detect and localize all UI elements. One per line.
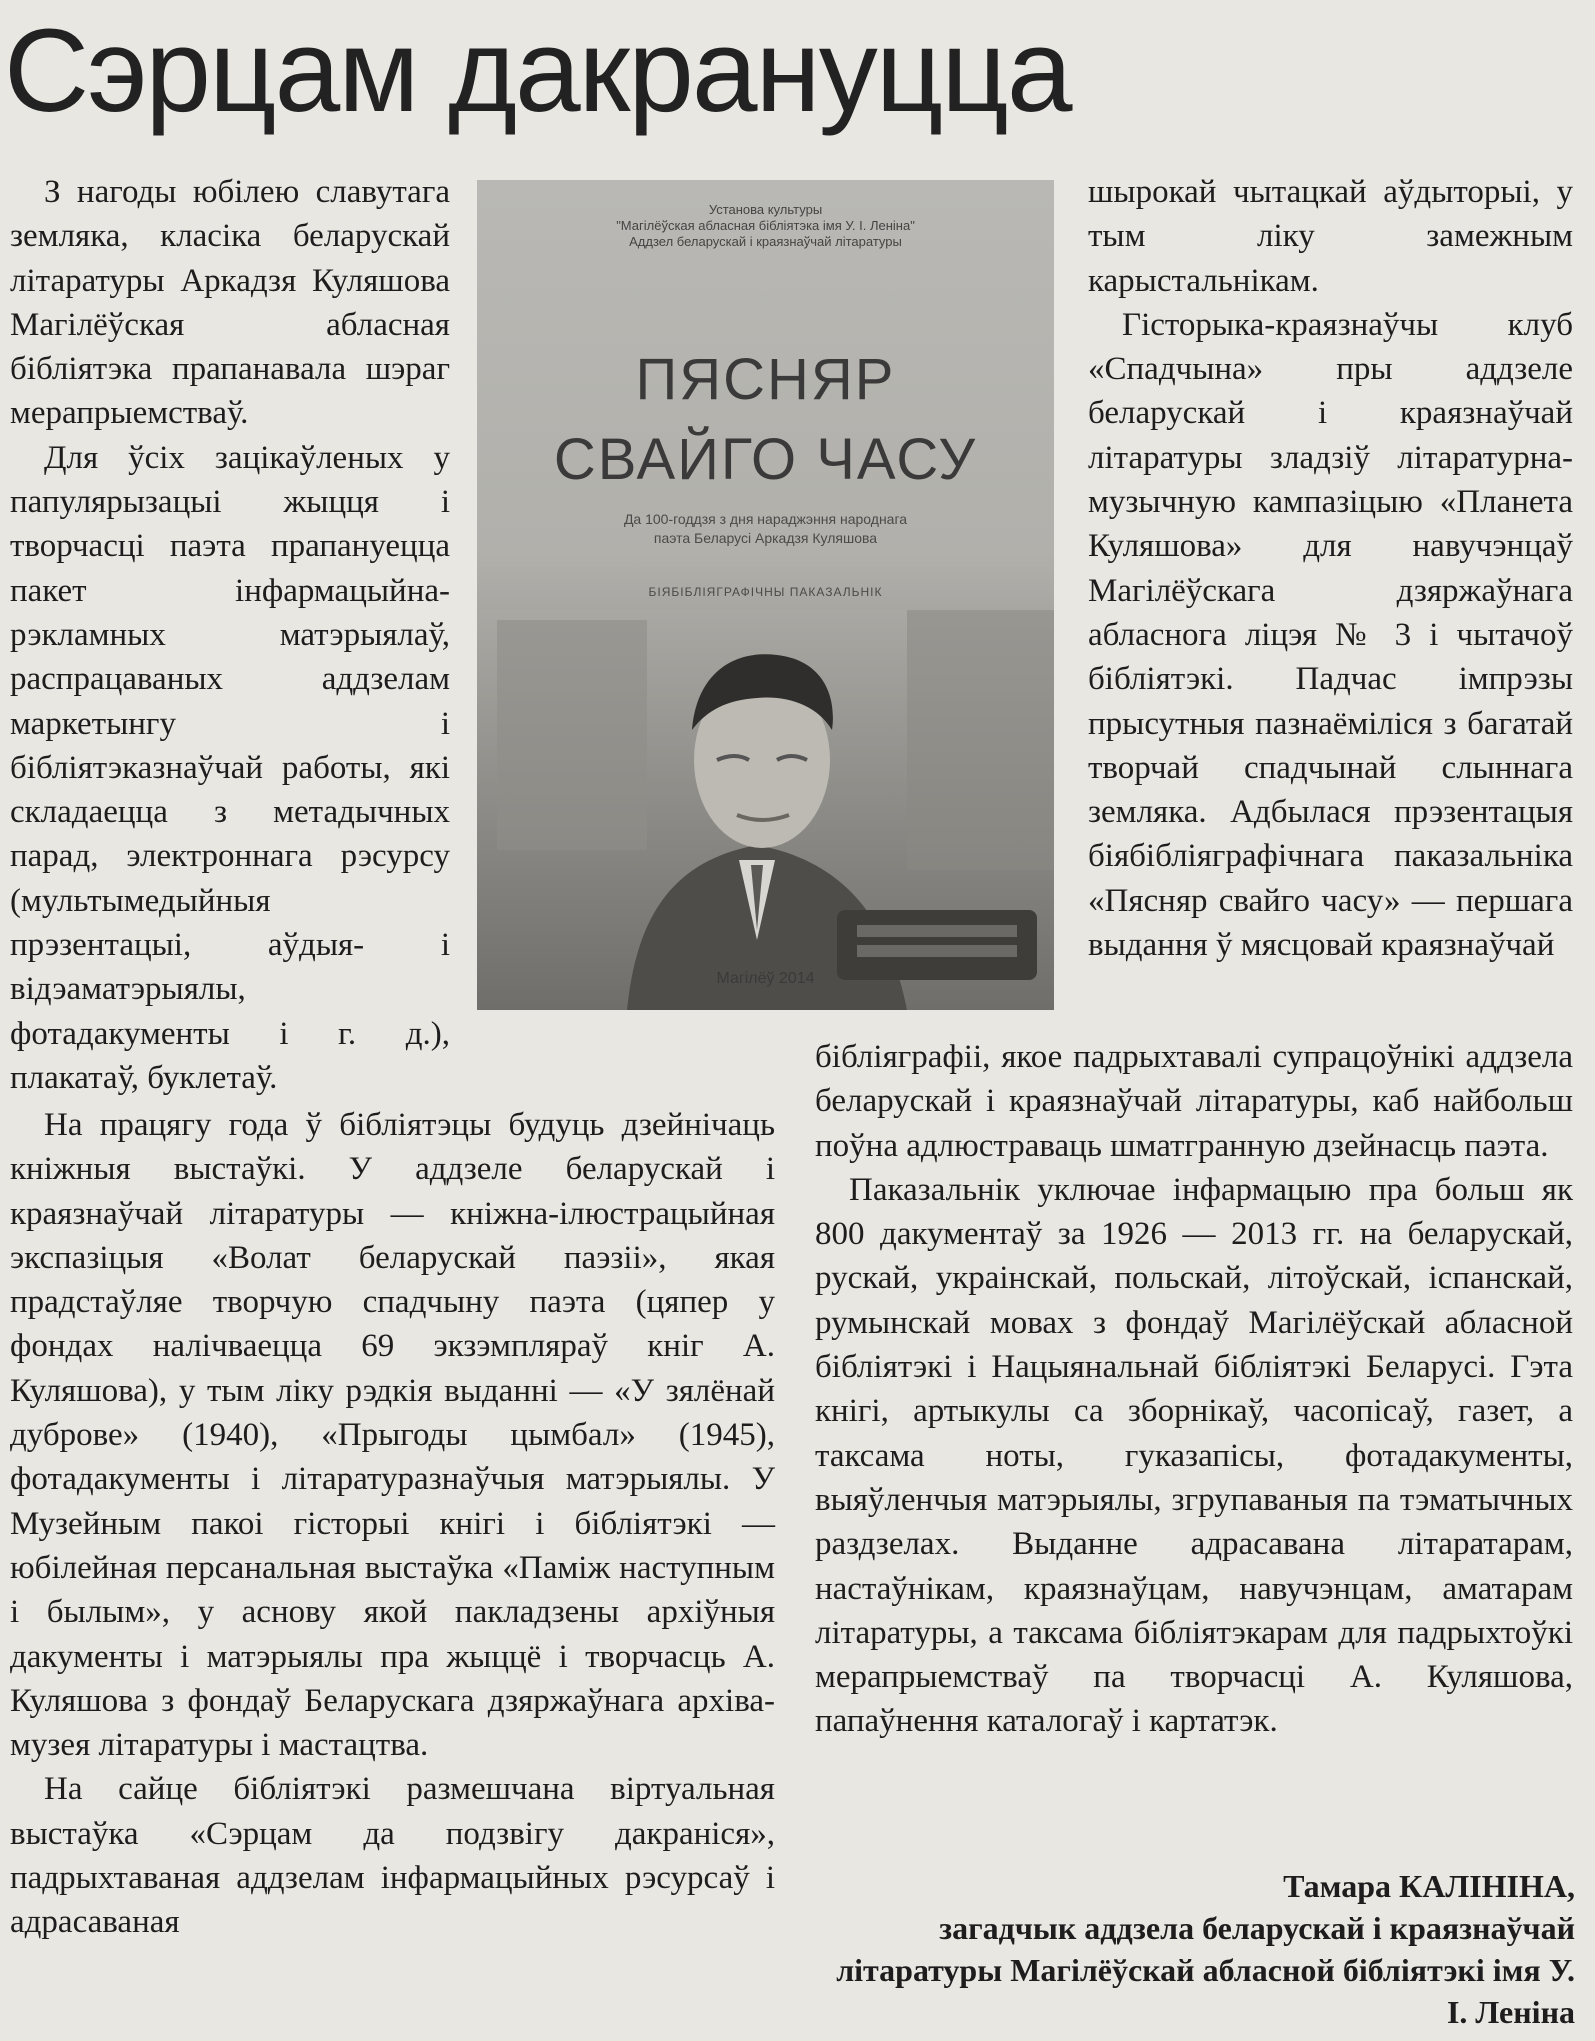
- cover-institution-line: "Магілёўская абласная бібліятэка імя У. І. Леніна": [616, 218, 915, 233]
- cover-institution: [477, 202, 1054, 250]
- cover-title-line: ПЯСНЯР: [635, 347, 896, 412]
- author-name: Тамара КАЛІНІНА,: [1283, 1868, 1575, 1904]
- paragraph: Паказальнік уключае інфармацыю пра больш як 800 дакументаў за 1926 — 2013 гг. на беларускай, рускай, украінскай, польскай, літоўскай, іспанскай, румынскай мовах з фондаў Магілёўскай абласной бібліятэкі і Нацыянальнай бібліятэкі Беларусі. Гэта кнігі, артыкулы са зборнікаў, часопісаў, газет, а таксама ноты, гуказапісы, фотадакументы, выяўленчыя матэрыялы, згрупаваныя па тэматычных раздзелах. Выданне адрасавана літаратарам, настаўнікам, краязнаўцам, навучэнцам, аматарам літаратуры, а таксама бібліятэкарам для падрыхтоўкі мерапрыемстваў па творчасці А. Куляшова, папаўнення каталогаў і картатэк.: [815, 1171, 1573, 1740]
- book-cover-image: [477, 180, 1054, 1010]
- cover-doc-type: БІЯБІБЛІЯГРАФІЧНЫ ПАКАЗАЛЬНІК: [648, 585, 883, 599]
- cover-subtitle: [477, 510, 1054, 548]
- cover-subtitle-line: паэта Беларусі Аркадзя Куляшова: [653, 530, 878, 546]
- paragraph: бібліяграфіі, якое падрыхтавалі супрацоўнікі аддзела беларускай і краязнаўчай літаратуры, каб найбольш поўна адлюстраваць шматгранную дзейнасць паэта.: [815, 1039, 1573, 1164]
- cover-footer: Магілёў 2014: [716, 970, 815, 987]
- cover-institution-line: Установа культуры: [708, 202, 823, 217]
- article-column-right-wide: [815, 1035, 1573, 1744]
- paragraph: шырокай чытацкай аўдыторыі, у тым ліку замежным карыстальнікам.: [1088, 174, 1573, 299]
- article-headline: Сэрцам дакрануцца: [4, 5, 1071, 137]
- article-column-left: [10, 170, 450, 1100]
- cover-title-line: СВАЙГО ЧАСУ: [553, 427, 978, 492]
- author-position: загадчык аддзела беларускай і краязнаўчай літаратуры Магілёўскай абласной бібліятэкі імя У. І. Леніна: [836, 1910, 1575, 2030]
- cover-subtitle-line: Да 100-годдзя з дня нараджэння народнага: [623, 511, 908, 527]
- paragraph: На працягу года ў бібліятэцы будуць дзейнічаць кніжныя выстаўкі. У аддзеле беларускай і краязнаўчай літаратуры — кніжна-ілюстрацыйная экспазіцыя «Волат беларускай паэзіі», якая прадстаўляе творчую спадчыну паэта (цяпер у фондах налічваецца 69 экзэмпляраў кніг А. Куляшова), у тым ліку рэдкія выданні — «У зялёнай дуброве» (1940), «Прыгоды цымбал» (1945), фотадакументы і літаратуразнаўчыя матэрыялы. У Музейным пакоі гісторыі кнігі і бібліятэкі — юбілейная персанальная выстаўка «Паміж наступным і былым», у аснову якой пакладзены архіўныя дакументы і матэрыялы пра жыццё і творчасць А. Куляшова з фондаў Беларускага дзяржаўнага архіва-музея літаратуры і мастацтва.: [10, 1107, 775, 1764]
- author-signature: [815, 1865, 1575, 2033]
- article-column-left-wide: [10, 1103, 775, 1945]
- paragraph: З нагоды юбілею славутага земляка, класіка беларускай літаратуры Аркадзя Куляшова Магілёўская абласная бібліятэка прапанавала шэраг мерапрыемстваў.: [10, 174, 450, 432]
- cover-institution-line: Аддзел беларускай і краязнаўчай літаратуры: [629, 234, 902, 249]
- paragraph: Гісторыка-краязнаўчы клуб «Спадчына» пры аддзеле беларускай і краязнаўчай літаратуры зладзіў літаратурна-музычную кампазіцыю «Планета Куляшова» для навучэнцаў Магілёўскага дзяржаўнага абласнога ліцэя № 3 і чытачоў бібліятэкі. Падчас імпрэзы прысутныя пазнаёміліся з багатай творчай спадчынай слыннага земляка. Адбылася прэзентацыя біябібліяграфічнага паказальніка «Пясняр свайго часу» — першага выдання ў мясцовай краязнаўчай: [1088, 306, 1573, 964]
- portrait-photo: [477, 610, 1054, 1010]
- article-column-right: [1088, 170, 1573, 967]
- paragraph: Для ўсіх зацікаўленых у папулярызацыі жыцця і творчасці паэта прапануецца пакет інфармацыйна-рэкламных матэрыялаў, распрацаваных аддзелам маркетынгу і бібліятэказнаўчай работы, які складаецца з метадычных парад, электроннага рэсурсу (мультымедыйныя прэзентацыі, аўдыя- і відэаматэрыялы, фотадакументы і г. д.), плакатаў, буклетаў.: [10, 439, 450, 1096]
- paragraph: На сайце бібліятэкі размешчана віртуальная выстаўка «Сэрцам да подзвігу дакраніся», падрыхтаваная аддзелам інфармацыйных рэсурсаў і адрасаваная: [10, 1771, 775, 1941]
